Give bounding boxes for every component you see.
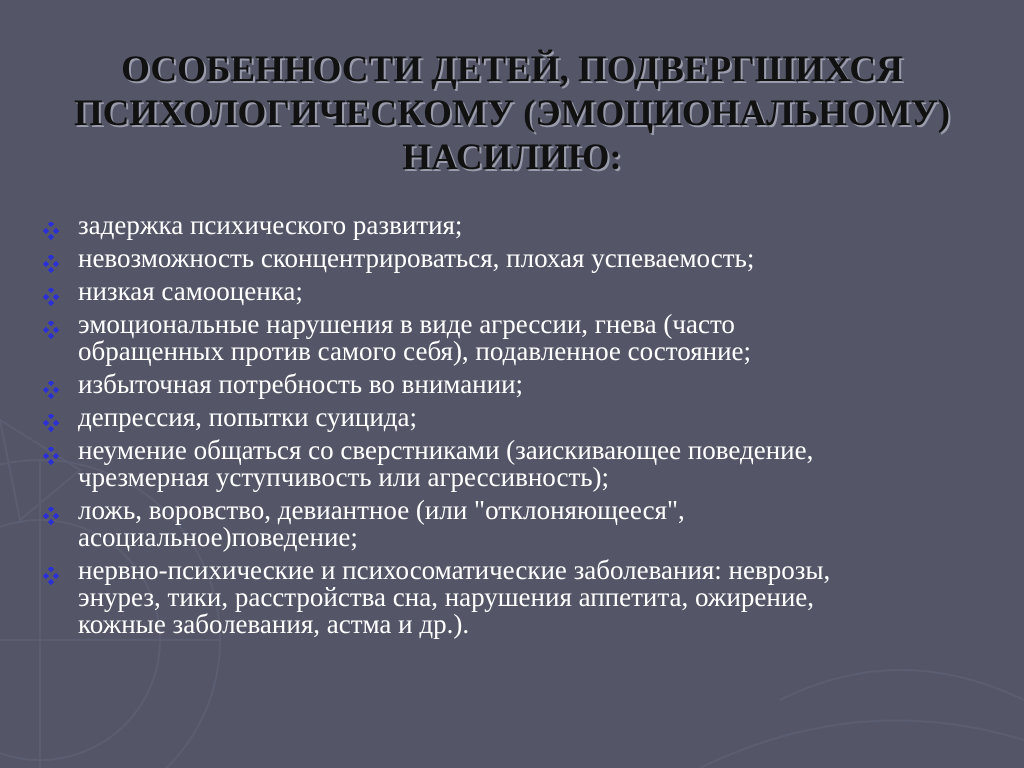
list-item	[42, 404, 974, 431]
list-item	[42, 557, 974, 638]
list-item-text: неумение общаться со сверстниками (заискивающее поведение,	[78, 435, 814, 465]
bullet-list	[42, 212, 974, 644]
list-item-text: нервно-психические и психосоматические заболевания: неврозы,	[78, 555, 831, 585]
list-item	[42, 371, 974, 398]
list-item-text: депрессия, попытки суицида;	[78, 402, 418, 432]
list-item-text: энурез, тики, расстройства сна, нарушения аппетита, ожирение,	[78, 582, 815, 612]
slide-title	[60, 48, 964, 180]
list-item	[42, 311, 974, 365]
title-line: ПСИХОЛОГИЧЕСКОМУ (ЭМОЦИОНАЛЬНОМУ)	[73, 93, 951, 134]
diamond-cluster-icon	[42, 414, 60, 432]
title-line: НАСИЛИЮ:	[402, 137, 622, 178]
diamond-cluster-icon	[42, 222, 60, 240]
list-item-text: эмоциональные нарушения в виде агрессии, гнева (часто	[78, 309, 735, 339]
list-item-text: невозможность сконцентрироваться, плохая успеваемость;	[78, 243, 755, 273]
list-item-text: обращенных против самого себя), подавленное состояние;	[78, 336, 752, 366]
diamond-cluster-icon	[42, 381, 60, 399]
diamond-cluster-icon	[42, 288, 60, 306]
title-line: ОСОБЕННОСТИ ДЕТЕЙ, ПОДВЕРГШИХСЯ	[121, 49, 903, 90]
list-item	[42, 212, 974, 239]
diamond-cluster-icon	[42, 447, 60, 465]
diamond-cluster-icon	[42, 507, 60, 525]
diamond-cluster-icon	[42, 255, 60, 273]
list-item	[42, 497, 974, 551]
list-item-text: низкая самооценка;	[78, 276, 303, 306]
list-item-text: избыточная потребность во внимании;	[78, 369, 524, 399]
list-item	[42, 437, 974, 491]
diamond-cluster-icon	[42, 321, 60, 339]
list-item-text: чрезмерная уступчивость или агрессивность);	[78, 462, 610, 492]
list-item	[42, 245, 974, 272]
list-item-text: задержка психического развития;	[78, 210, 463, 240]
list-item-text: ложь, воровство, девиантное (или "отклоняющееся",	[78, 495, 685, 525]
diamond-cluster-icon	[42, 567, 60, 585]
list-item	[42, 278, 974, 305]
list-item-text: асоциальное)поведение;	[78, 522, 358, 552]
list-item-text: кожные заболевания, астма и др.).	[78, 609, 470, 639]
